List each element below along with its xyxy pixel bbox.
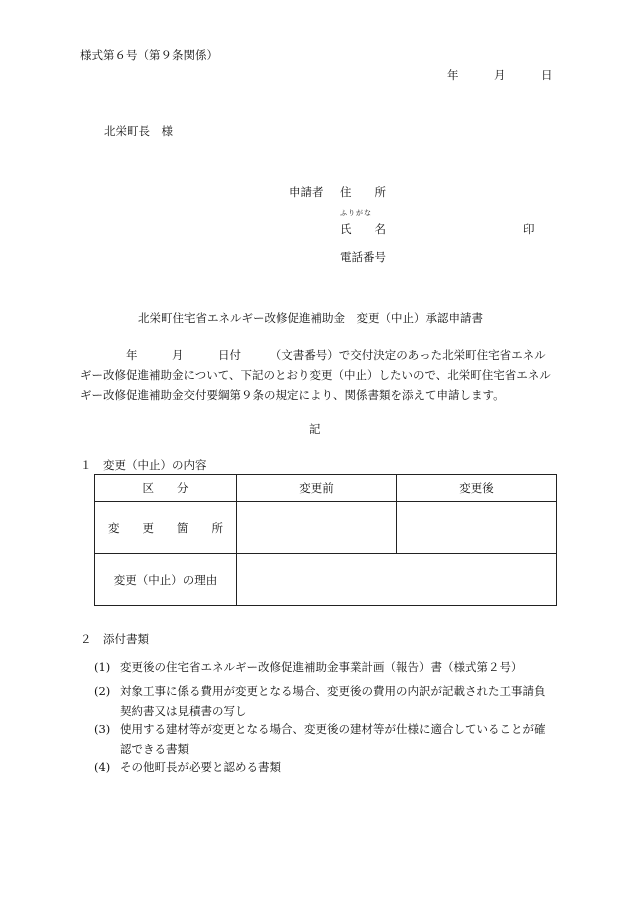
attachment-number: (4)	[94, 760, 111, 774]
name-furigana: ふりがな	[340, 209, 372, 217]
applicant-label: 申請者	[289, 185, 324, 199]
document-title: 北栄町住宅省エネルギー改修促進補助金 変更（中止）承認申請書	[138, 311, 483, 325]
date-year-label: 年	[447, 68, 459, 82]
change-content-table	[94, 474, 557, 606]
body-line: 年 月 日付 （文書番号）で交付決定のあった北栄町住宅省エネル	[80, 348, 546, 362]
date-day-label: 日	[541, 68, 553, 82]
cell-after-value	[397, 502, 557, 554]
addressee: 北栄町長 様	[104, 124, 173, 138]
attachment-number: (2)	[94, 684, 111, 698]
name-label: 氏 名	[340, 222, 386, 236]
attachment-number: (1)	[94, 660, 111, 674]
cell-before-value	[237, 502, 397, 554]
attachment-text: 使用する建材等が変更となる場合、変更後の建材等が仕様に適合していることが確 認できる書類	[120, 722, 546, 756]
attachment-text: 対象工事に係る費用が変更となる場合、変更後の費用の内訳が記載された工事請負 契約書又は見積書の写し	[120, 684, 546, 718]
cell-reason-value	[237, 554, 557, 606]
attachment-text: 変更後の住宅省エネルギー改修促進補助金事業計画（報告）書（様式第２号）	[120, 660, 523, 674]
body-paragraph	[80, 345, 558, 405]
phone-label: 電話番号	[340, 250, 386, 264]
section1-heading: １ 変更（中止）の内容	[80, 458, 207, 472]
body-line: ギー改修促進補助金交付要綱第９条の規定により、関係書類を添えて申請します。	[80, 388, 505, 402]
seal-mark: 印	[523, 222, 535, 236]
row-label-reason: 変更（中止）の理由	[95, 554, 237, 606]
row-label-change-location: 変 更 箇 所	[95, 502, 237, 554]
form-number: 様式第６号（第９条関係）	[80, 48, 218, 62]
col-header-before: 変更前	[237, 475, 397, 502]
address-label: 住 所	[340, 185, 386, 199]
attachment-text: その他町長が必要と認める書類	[120, 760, 281, 774]
col-header-after: 変更後	[397, 475, 557, 502]
note-heading: 記	[309, 422, 321, 436]
date-month-label: 月	[494, 68, 506, 82]
attachment-number: (3)	[94, 722, 111, 736]
col-header-category: 区 分	[95, 475, 237, 502]
section2-heading: ２ 添付書類	[80, 632, 149, 646]
body-line: ギー改修促進補助金について、下記のとおり変更（中止）したいので、北栄町住宅省エネル	[80, 368, 551, 382]
